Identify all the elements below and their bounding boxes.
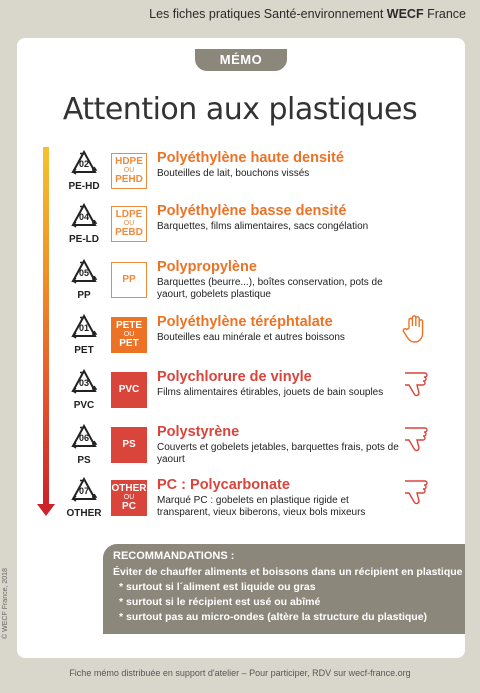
recommendations-box (103, 544, 465, 634)
resin-code: PVC (73, 400, 95, 411)
plastic-uses: Barquettes, films alimentaires, sacs congélation (157, 221, 369, 232)
header-brand: WECF (386, 7, 424, 21)
plastic-abbreviation-badge (111, 427, 147, 463)
plastic-abbreviation-badge (111, 372, 147, 408)
resin-number: 03 (78, 378, 89, 388)
resin-code: PP (77, 290, 91, 301)
plastic-name: Polyéthylène basse densité (157, 203, 347, 219)
badge-top: PVC (118, 384, 140, 395)
header-suffix: France (427, 7, 466, 21)
thumbs-down-icon (402, 424, 432, 454)
badge-top: PS (122, 439, 136, 450)
plastic-uses: Bouteilles de lait, bouchons vissés (157, 168, 310, 179)
resin-code: OTHER (66, 508, 102, 519)
resin-code-icon (64, 477, 104, 527)
copyright: © WECF France, 2018 (1, 568, 9, 639)
recommendation-line: Éviter de chauffer aliments et boissons dans un récipient en plastique (113, 566, 463, 578)
recommendations-title: RECOMMANDATIONS : (113, 550, 235, 562)
badge-or: OU (123, 494, 135, 501)
resin-code: PE-HD (68, 181, 100, 192)
recommendation-line: * surtout si le récipient est usé ou abîmé (119, 596, 321, 608)
plastic-row (60, 477, 460, 529)
resin-number: 01 (78, 323, 89, 333)
resin-code: PE-LD (69, 234, 99, 245)
plastic-abbreviation-badge (111, 262, 147, 298)
plastic-uses: Bouteilles eau minérale et autres boissons (157, 332, 345, 343)
resin-number: 05 (78, 268, 89, 278)
badge-bottom: PC (122, 501, 136, 512)
badge-top: LDPE (115, 209, 143, 220)
badge-or: OU (123, 331, 135, 338)
plastic-row (60, 259, 460, 311)
resin-number: 04 (78, 212, 89, 222)
badge-top: PP (122, 274, 136, 285)
resin-code-icon (64, 259, 104, 309)
plastic-uses: Marqué PC : gobelets en plastique rigide et transparent, vieux biberons, vieux bols mixeurs (157, 495, 366, 518)
plastic-row (60, 424, 460, 476)
resin-code-icon (64, 203, 104, 253)
badge-or: OU (123, 167, 135, 174)
plastic-name: Polyéthylène téréphtalate (157, 314, 333, 330)
badge-or: OU (123, 220, 135, 227)
plastic-name: PC : Polycarbonate (157, 477, 290, 493)
open-hand-icon (402, 314, 430, 344)
thumbs-down-icon (402, 369, 432, 399)
severity-arrow (43, 147, 49, 507)
plastic-uses: Barquettes (beurre...), boîtes conservation, pots de yaourt, gobelets plastique (157, 277, 383, 300)
plastic-uses: Films alimentaires étirables, jouets de bain souples (157, 387, 384, 398)
plastic-row (60, 369, 460, 421)
badge-bottom: PET (119, 338, 139, 349)
badge-top: HDPE (115, 156, 143, 167)
resin-number: 06 (78, 433, 89, 443)
memo-tab: MÉMO (195, 49, 287, 71)
severity-arrow-head (37, 504, 55, 516)
verdict-icon (402, 314, 430, 349)
thumbs-down-icon (402, 477, 432, 507)
plastic-name: Polyéthylène haute densité (157, 150, 344, 166)
recommendation-line: * surtout si l´aliment est liquide ou gras (119, 581, 316, 593)
resin-number: 02 (78, 159, 89, 169)
plastic-name: Polychlorure de vinyle (157, 369, 312, 385)
recommendation-line: * surtout pas au micro-ondes (altère la structure du plastique) (119, 611, 428, 623)
verdict-icon (402, 369, 432, 404)
resin-code-icon (64, 369, 104, 419)
plastic-row (60, 314, 460, 366)
resin-code-icon (64, 150, 104, 200)
verdict-icon (402, 424, 432, 459)
resin-code-icon (64, 314, 104, 364)
badge-bottom: PEBD (115, 227, 143, 238)
plastic-uses: Couverts et gobelets jetables, barquettes frais, pots de yaourt (157, 442, 399, 465)
header-text (149, 7, 466, 21)
resin-code: PET (74, 345, 94, 356)
resin-code: PS (77, 455, 91, 466)
plastic-abbreviation-badge (111, 480, 147, 516)
plastic-row (60, 150, 460, 202)
plastic-abbreviation-badge (111, 206, 147, 242)
plastic-name: Polypropylène (157, 259, 257, 275)
plastic-name: Polystyrène (157, 424, 240, 440)
header-prefix: Les fiches pratiques Santé-environnement (149, 7, 384, 21)
badge-top: OTHER (111, 483, 147, 494)
verdict-icon (402, 477, 432, 512)
footer-text: Fiche mémo distribuée en support d'atelier – Pour participer, RDV sur wecf-france.org (69, 668, 411, 678)
plastic-abbreviation-badge (111, 317, 147, 353)
resin-code-icon (64, 424, 104, 474)
page-title: Attention aux plastiques (62, 92, 418, 127)
badge-bottom: PEHD (115, 174, 143, 185)
resin-number: 07 (78, 486, 89, 496)
badge-top: PETE (115, 320, 143, 331)
plastic-abbreviation-badge (111, 153, 147, 189)
plastic-row (60, 203, 460, 255)
recommendations-lines (113, 565, 463, 625)
